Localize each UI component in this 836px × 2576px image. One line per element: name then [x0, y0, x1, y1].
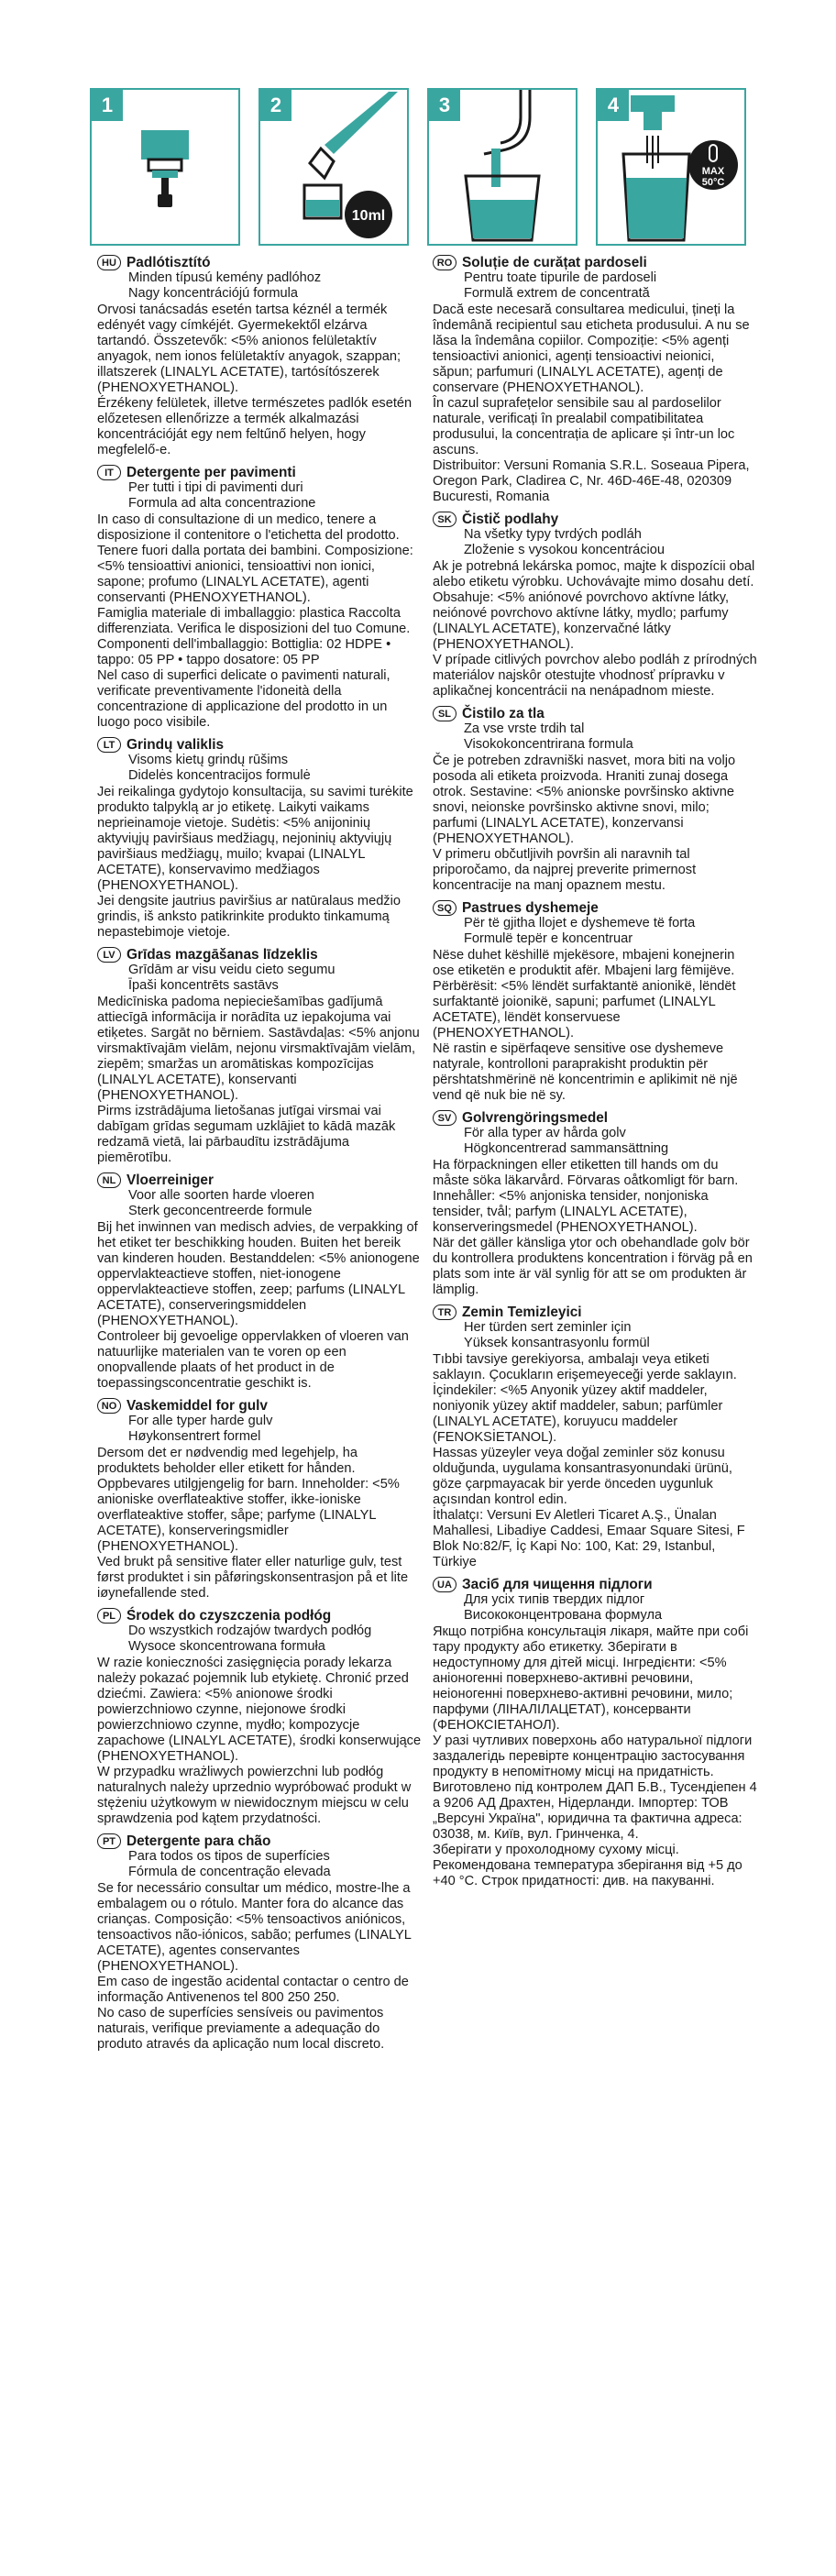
pour-into-bucket-icon [429, 90, 576, 244]
step-number: 2 [260, 90, 292, 121]
section-title: Detergente para chão [126, 1833, 271, 1849]
section-body: Dacă este necesară consultarea medicului, țineți la îndemână recipientul sau eticheta produsului. A nu se lăsa la îndemâna copiilor. Compoziție: <5% agenți tensioactivi anionici, agenți tensioactivi neionici, săpun; parfumuri (LINALYL ACETATE), agenți de conservare (PHENOXYETHANOL). În cazul suprafețelor sensibile sau al pardoselilor naturale, verificați în prealabil compatibilitatea produsului, la concentrația de aplicare și într-un loc ascuns. Distribuitor: Versuni Romania S.R.L. Soseaua Pipera, Oregon Park, Cladirea C, Nr. 46D-46E-48, 020309 Bucuresti, Romania [433, 303, 750, 504]
lang-section-hu [97, 255, 422, 458]
section-title: Detergente per pavimenti [126, 465, 296, 480]
lang-section-sl [433, 706, 757, 894]
step-number: 1 [92, 90, 123, 121]
lang-code-badge: RO [433, 255, 456, 270]
section-body: Se for necessário consultar um médico, mostre-lhe a embalagem ou o rótulo. Manter fora do alcance das crianças. Composição: <5% tensoactivos aniónicos, tensoactivos não-iónicos, sabão; perfumes (LINALYL ACETATE), agentes conservantes (PHENOXYETHANOL). Em caso de ingestão acidental contactar o centro de informação Antivenenos tel 800 250 250. No caso de superfícies sensíveis ou pavimentos naturais, verifique previamente a adequação do produto através da aplicação num local discreto. [97, 1881, 412, 2052]
section-body: Bij het inwinnen van medisch advies, de verpakking of het etiket ter beschikking houden. Buiten het bereik van kinderen houden. Bestanddelen: <5% anionogene oppervlakteactieve stoffen, niet-ionogene oppervlakteactieve stoffen, zeep; parfums (LINALYL ACETATE), conserveringsmiddelen (PHENOXYETHANOL). Controleer bij gevoelige oppervlakken of vloeren van natuurlijke materialen van te voren op een onopvallende plaats of het product in de toepassingsconcentratie geschikt is. [97, 1220, 420, 1391]
lang-code-badge: UA [433, 1577, 456, 1592]
section-title: Golvrengöringsmedel [462, 1110, 609, 1126]
lang-section-sk [433, 512, 757, 699]
section-body: Nëse duhet këshillë mjekësore, mbajeni konejnerin ose etiketën e produktit afër. Mbajeni larg fëmijëve. Përbërësit: <5% lëndët surfaktantë anionikë, lëndët surfaktantë joionikë, sapuni; parfumet (LINALYL ACETATE), lëndët konservuese (PHENOXYETHANOL). Në rastin e sipërfaqeve sensitive ose dyshemeve natyrale, kontrolloni paraprakisht produktin për përshtatshmërinë në koncentrimin e aplikimit në një vend që nuk bie në sy. [433, 948, 738, 1103]
section-body: Dersom det er nødvendig med legehjelp, ha produktets beholder eller etikett for hånden. Oppbevares utilgjengelig for barn. Inneholder: <5% anioniske overflateaktive stoffer, ikke-ioniske overflateaktive stoffer, såpe; parfyme (LINALYL ACETATE), konserveringsmidler (PHENOXYETHANOL). Ved brukt på sensitive flater eller naturlige gulv, test først produktet i sin påføringskonsentrasjon på et lite iøynefallende sted. [97, 1446, 409, 1601]
lang-section-lt [97, 737, 422, 941]
temp-badge-line1: MAX [701, 166, 725, 177]
lang-code-badge: SV [433, 1110, 456, 1126]
section-subtitle: Visoms kietų grindų rūšims Didelės koncentracijos formulė [128, 753, 311, 783]
section-title: Grindų valiklis [126, 737, 225, 753]
lang-code-badge: TR [433, 1305, 456, 1320]
section-title: Vloerreiniger [126, 1172, 214, 1188]
lang-code-badge: PL [97, 1608, 121, 1624]
left-column [97, 255, 422, 2059]
hot-water-icon [598, 90, 744, 244]
section-body: Orvosi tanácsadás esetén tartsa kéznél a termék edényét vagy címkéjét. Gyermekektől elzárva tartandó. Összetevők: <5% anionos felületaktív anyagok, nem ionos felületaktív anyagok, szappan; illatszerek (LINALYL ACETATE), tartósítószerek (PHENOXYETHANOL). Érzékeny felületek, illetve természetes padlók esetén előzetesen ellenőrizze a termék alkalmazási koncentrációját egy nem feltűnő helyen, hogy megfelelő-e. [97, 303, 412, 457]
section-title: Vaskemiddel for gulv [126, 1398, 268, 1414]
step-number: 3 [429, 90, 460, 121]
lang-section-pt [97, 1833, 422, 2053]
section-subtitle: Para todos os tipos de superfícies Fórmula de concentração elevada [128, 1849, 331, 1879]
section-body: Tıbbi tavsiye gerekiyorsa, ambalajı veya etiketi saklayın. Çocukların erişemeyeceği yerde saklayın. İçindekiler: <%5 Anyonik yüzey aktif maddeler, noniyonik yüzey aktif maddeler, sabun; parfümler (LINALYL ACETATE), koruyucu maddeler (FENOKSİETANOL). Hassas yüzeyler veya doğal zeminler söz konusu olduğunda, uygulama konsantrasyonundaki ürünü, göze çarpmayacak bir yerde önceden uygunluk açısından kontrol edin. İthalatçı: Versuni Ev Aletleri Ticaret A.Ş., Ünalan Mahallesi, Libadiye Caddesi, Emaar Square Sitesi, F Blok No:82/F, İç Kapi No: 100, Kat: 29, Istanbul, Türkiye [433, 1352, 745, 1569]
section-subtitle: Для усіх типів твердих підлог Висококонцентрована формула [464, 1592, 663, 1623]
section-title: Čistič podlahy [462, 512, 559, 527]
lang-code-badge: HU [97, 255, 121, 270]
section-title: Pastrues dyshemeje [462, 900, 599, 916]
lang-section-tr [433, 1305, 757, 1570]
section-subtitle: För alla typer av hårda golv Högkoncentrerad sammansättning [464, 1126, 669, 1156]
section-subtitle: Do wszystkich rodzajów twardych podłóg Wysoce skoncentrowana formuła [128, 1624, 372, 1654]
step-1 [90, 88, 240, 246]
dose-label: 10ml [351, 208, 386, 224]
lang-section-ua [433, 1577, 757, 1889]
cap-unscrew-icon [92, 90, 238, 244]
section-body: Medicīniska padoma nepieciešamības gadījumā attiecīgā informācija ir norādīta uz iepakojuma vai etiķetes. Sargāt no bērniem. Sastāvdaļas: <5% anjonu virsmaktīvajām vielām, nejonu virsmaktīvajām vielām, ziepēm; smaržas un aromātiskas kompozīcijas (LINALYL ACETATE), konservanti (PHENOXYETHANOL). Pirms izstrādājuma lietošanas jutīgai virsmai vai dabīgam grīdas segumam uzklājiet to kādā mazāk redzamā vietā, lai pārbaudītu izstrādājuma piemērotību. [97, 995, 420, 1165]
section-subtitle: Her türden sert zeminler için Yüksek konsantrasyonlu formül [464, 1320, 650, 1350]
section-title: Засіб для чищення підлоги [462, 1577, 653, 1592]
section-subtitle: For alle typer harde gulv Høykonsentrert formel [128, 1414, 273, 1444]
section-subtitle: Voor alle soorten harde vloeren Sterk geconcentreerde formule [128, 1188, 314, 1218]
lang-code-badge: SL [433, 706, 456, 721]
section-title: Grīdas mazgāšanas līdzeklis [126, 947, 318, 963]
step-number: 4 [598, 90, 629, 121]
step-3 [427, 88, 578, 246]
step-2 [258, 88, 409, 246]
lang-code-badge: NO [97, 1398, 121, 1414]
lang-section-pl [97, 1608, 422, 1827]
lang-code-badge: SK [433, 512, 456, 527]
lang-section-sv [433, 1110, 757, 1298]
lang-section-no [97, 1398, 422, 1602]
measure-dose-icon [260, 90, 407, 244]
lang-code-badge: LV [97, 947, 121, 963]
lang-section-lv [97, 947, 422, 1166]
section-body: Če je potreben zdravniški nasvet, mora biti na voljo posoda ali etiketa proizvoda. Hraniti zunaj dosega otrok. Sestavine: <5% anionske površinsko aktivne snovi, neionske površinsko aktivne snovi, milo; parfumi (LINALYL ACETATE), konzervansi (PHENOXYETHANOL). V primeru občutljivih površin ali naravnih tal priporočamo, da najprej preverite primernost koncentracije na manj opaznem mestu. [433, 754, 736, 893]
lang-code-badge: PT [97, 1833, 121, 1849]
section-subtitle: Pentru toate tipurile de pardoseli Formulă extrem de concentrată [464, 270, 657, 301]
section-body: Ha förpackningen eller etiketten till hands om du måste söka läkarvård. Förvaras oåtkomligt för barn. Innehåller: <5% anjoniska tensider, nonjoniska tensider, tvål; parfym (LINALYL ACETATE), konserveringsmedel (PHENOXYETHANOL). När det gäller känsliga ytor och obehandlade golv bör du kontrollera produktens koncentration i förväg på en plats som inte är väl synlig för att se om produkten är lämplig. [433, 1158, 753, 1297]
lang-section-sq [433, 900, 757, 1104]
usage-steps [90, 88, 746, 246]
section-subtitle: Minden típusú kemény padlóhoz Nagy koncentrációjú formula [128, 270, 322, 301]
section-subtitle: Për të gjitha llojet e dyshemeve të forta Formulë tepër e koncentruar [464, 916, 696, 946]
right-column [433, 255, 757, 2059]
section-body: W razie konieczności zasięgnięcia porady lekarza należy pokazać pojemnik lub etykietę. Chronić przed dziećmi. Zawiera: <5% anionowe środki powierzchniowo czynne, niejonowe środki powierzchniowo czynne, mydło; kompozycje zapachowe (LINALYL ACETATE), środki konserwujące (PHENOXYETHANOL). W przypadku wrażliwych powierzchni lub podłóg naturalnych należy uprzednio wypróbować produkt w stężeniu użytkowym w niewidocznym miejscu w celu sprawdzenia pod kątem przydatności. [97, 1656, 422, 1826]
instructions [97, 255, 757, 2059]
section-title: Soluție de curățat pardoseli [462, 255, 647, 270]
section-subtitle: Za vse vrste trdih tal Visokokoncentrirana formula [464, 721, 633, 752]
lang-code-badge: NL [97, 1172, 121, 1188]
section-body: Ak je potrebná lekárska pomoc, majte k dispozícii obal alebo etiketu výrobku. Uchovávajte mimo dosahu detí. Obsahuje: <5% aniónové povrchovo aktívne látky, neiónové povrchovo aktívne látky, mydlo; parfumy (LINALYL ACETATE), konzervačné látky (PHENOXYETHANOL). V prípade citlivých povrchov alebo podláh z prírodných materiálov najskôr otestujte vhodnosť prípravku v aplikačnej koncentrácii na nenápadnom mieste. [433, 559, 757, 699]
section-body: Якщо потрібна консультація лікаря, майте при собі тару продукту або етикетку. Зберігати в недоступному для дітей місці. Інгредієнти: <5% аніоногенні поверхнево-активні речовини, неіоногенні поверхнево-активні речовини, мило; парфуми (ЛІНАЛІЛАЦЕТАТ), консерванти (ФЕНОКСІЕТАНОЛ). У разі чутливих поверхонь або натуральної підлоги заздалегідь перевірте концентрацію застосування продукту в непомітному місці на придатність. Виготовлено під контролем ДАП Б.В., Тусендіепен 4 а 9206 АД Драхтен, Нідерланди. Імпортер: ТОВ „Версуні Україна", юридична та фактична адреса: 03038, м. Київ, вул. Гринченка, 4. Зберігати у прохолодному сухому місці. Рекомендована температура зберігання від +5 до +40 °C. Строк придатності: див. на пакуванні. [433, 1624, 757, 1888]
section-body: Jei reikalinga gydytojo konsultacija, su savimi turėkite produkto talpyklą ar jo etiketę. Laikyti vaikams neprieinamoje vietoje. Sudėtis: <5% anijoninių aktyviųjų paviršiaus medžiagų, nejoninių aktyviųjų paviršiaus medžiagų, muilo; kvapai (LINALYL ACETATE), konservavimo medžiagos (PHENOXYETHANOL). Jei dengsite jautrius paviršius ar natūralaus medžio grindis, iš anksto patikrinkite produkto tinkamumą nepastebimoje vietoje. [97, 785, 413, 940]
lang-code-badge: LT [97, 737, 121, 753]
section-subtitle: Grīdām ar visu veidu cieto segumu Īpaši koncentrēts sastāvs [128, 963, 336, 993]
section-title: Čistilo za tla [462, 706, 544, 721]
section-title: Środek do czyszczenia podłóg [126, 1608, 332, 1624]
lang-code-badge: SQ [433, 900, 456, 916]
section-title: Padlótisztító [126, 255, 211, 270]
section-title: Zemin Temizleyici [462, 1305, 582, 1320]
lang-section-ro [433, 255, 757, 505]
section-subtitle: Na všetky typy tvrdých podláh Zloženie s vysokou koncentráciou [464, 527, 666, 557]
step-4 [596, 88, 746, 246]
section-body: In caso di consultazione di un medico, tenere a disposizione il contenitore o l'etichetta del prodotto. Tenere fuori dalla portata dei bambini. Composizione: <5% tensioattivi anionici, tensioattivi non ionici, sapone; profumo (LINALYL ACETATE), agenti conservanti (PHENOXYETHANOL). Famiglia materiale di imballaggio: plastica Raccolta differenziata. Verifica le disposizioni del tuo Comune. Componenti dell'imballaggio: Bottiglia: 02 HDPE • tappo: 05 PP • tappo dosatore: 05 PP Nel caso di superfici delicate o pavimenti naturali, verificate preventivamente l'idoneità della concentrazione di applicazione del prodotto in un luogo poco visibile. [97, 512, 413, 730]
temp-badge-line2: 50°C [701, 177, 725, 188]
lang-code-badge: IT [97, 465, 121, 480]
section-subtitle: Per tutti i tipi di pavimenti duri Formula ad alta concentrazione [128, 480, 316, 511]
lang-section-it [97, 465, 422, 731]
lang-section-nl [97, 1172, 422, 1392]
